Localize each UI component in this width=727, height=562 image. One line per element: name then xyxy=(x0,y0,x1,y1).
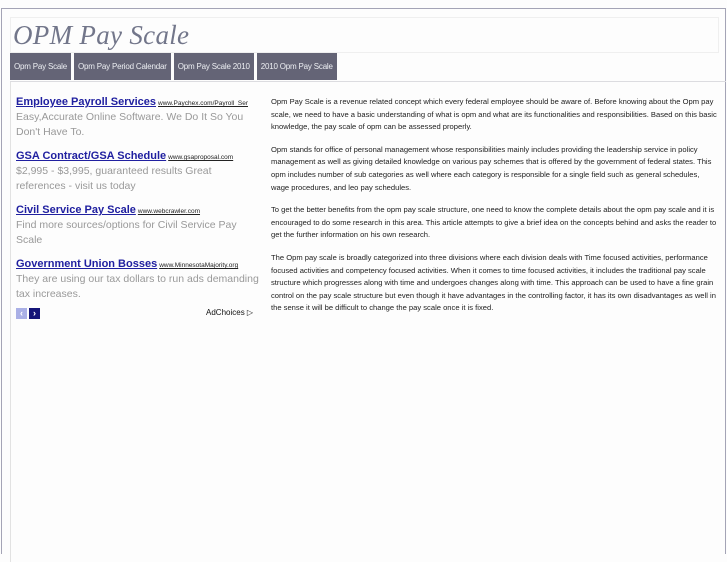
ad-description: They are using our tax dollars to run ads demanding tax increases. xyxy=(16,273,259,300)
ad-title-link[interactable]: Employee Payroll Services xyxy=(16,96,157,108)
adchoices-link[interactable]: AdChoices ▷ xyxy=(206,308,254,317)
ad-title-link[interactable]: Civil Service Pay Scale xyxy=(16,204,136,216)
article-paragraph: Opm stands for office of personal management whose responsibilities mainly includes providing the leadership service in policy management as well as giving detailed knowledge on various pay schemes that is offered by the government of federal states. This opm includes number of sub categories as well where each category is responsible for a single field such as general schedules, wage procedures, and leo pay schedules. xyxy=(271,144,712,192)
ad-item xyxy=(16,200,260,248)
nav-tab-opm-pay-scale-2010[interactable]: Opm Pay Scale 2010 xyxy=(174,53,254,80)
ad-item xyxy=(16,254,260,302)
article-paragraph: Opm Pay Scale is a revenue related concept which every federal employee should be aware of. Before knowing about the Opm pay scale, we need to have a basic understanding of what is opm and what are its functionalities and responsibilities. Based on this basic knowledge, the pay scale of opm can be assessed properly. xyxy=(271,97,717,132)
ad-description: Find more sources/options for Civil Service Pay Scale xyxy=(16,219,237,246)
nav-tab-opm-pay-period-calendar[interactable]: Opm Pay Period Calendar xyxy=(74,53,171,80)
header-divider xyxy=(10,81,726,82)
chevron-right-icon[interactable]: › xyxy=(29,308,40,319)
ad-controls xyxy=(16,308,260,322)
nav-tab-opm-pay-scale[interactable]: Opm Pay Scale xyxy=(10,53,71,80)
ad-url-link[interactable]: www.MinnesotaMajority.org xyxy=(159,262,239,269)
ad-url-link[interactable]: www.gsaproposal.com xyxy=(168,154,234,161)
ad-item xyxy=(16,146,260,194)
ad-url-link[interactable]: www.webcrawler.com xyxy=(137,208,201,215)
chevron-left-icon[interactable]: ‹ xyxy=(16,308,27,319)
ad-title-link[interactable]: GSA Contract/GSA Schedule xyxy=(16,150,167,162)
nav-tab-2010-opm-pay-scale[interactable]: 2010 Opm Pay Scale xyxy=(257,53,337,80)
content-left-border xyxy=(10,82,11,562)
header xyxy=(10,17,719,53)
site-title[interactable]: OPM Pay Scale xyxy=(13,20,190,50)
ad-block xyxy=(16,92,260,322)
ad-description: Easy,Accurate Online Software. We Do It So You Don't Have To. xyxy=(16,111,244,138)
ad-description: $2,995 - $3,995, guaranteed results Great references - visit us today xyxy=(16,165,212,192)
article-paragraph: To get the better benefits from the opm pay scale structure, one need to know the complete details about the opm pay scale and it is encouraged to do some research in this area. This article attempts to give a brief idea on the concepts behind and asks the reader to get the further information on his own research. xyxy=(271,205,717,240)
article-paragraph: The Opm pay scale is broadly categorized into three divisions where each division deals with Time focused activities, performance focused activities and competency focused activities. When it comes to time focused activities, it includes the traditional pay scale structure which progresses along with time and undergoes changes along with time. This approach can be used to have a fine grain control on the pay scale structure but even though it have advantages in the controlling factor, it has its own disadvantages as well in the sense it will be difficult to change the pay scale once it is fixed. xyxy=(271,252,716,313)
ad-item xyxy=(16,92,260,140)
ad-title-link[interactable]: Government Union Bosses xyxy=(16,258,158,270)
main-nav xyxy=(10,53,337,80)
ad-url-link[interactable]: www.Paychex.com/Payroll_Ser xyxy=(158,100,248,107)
